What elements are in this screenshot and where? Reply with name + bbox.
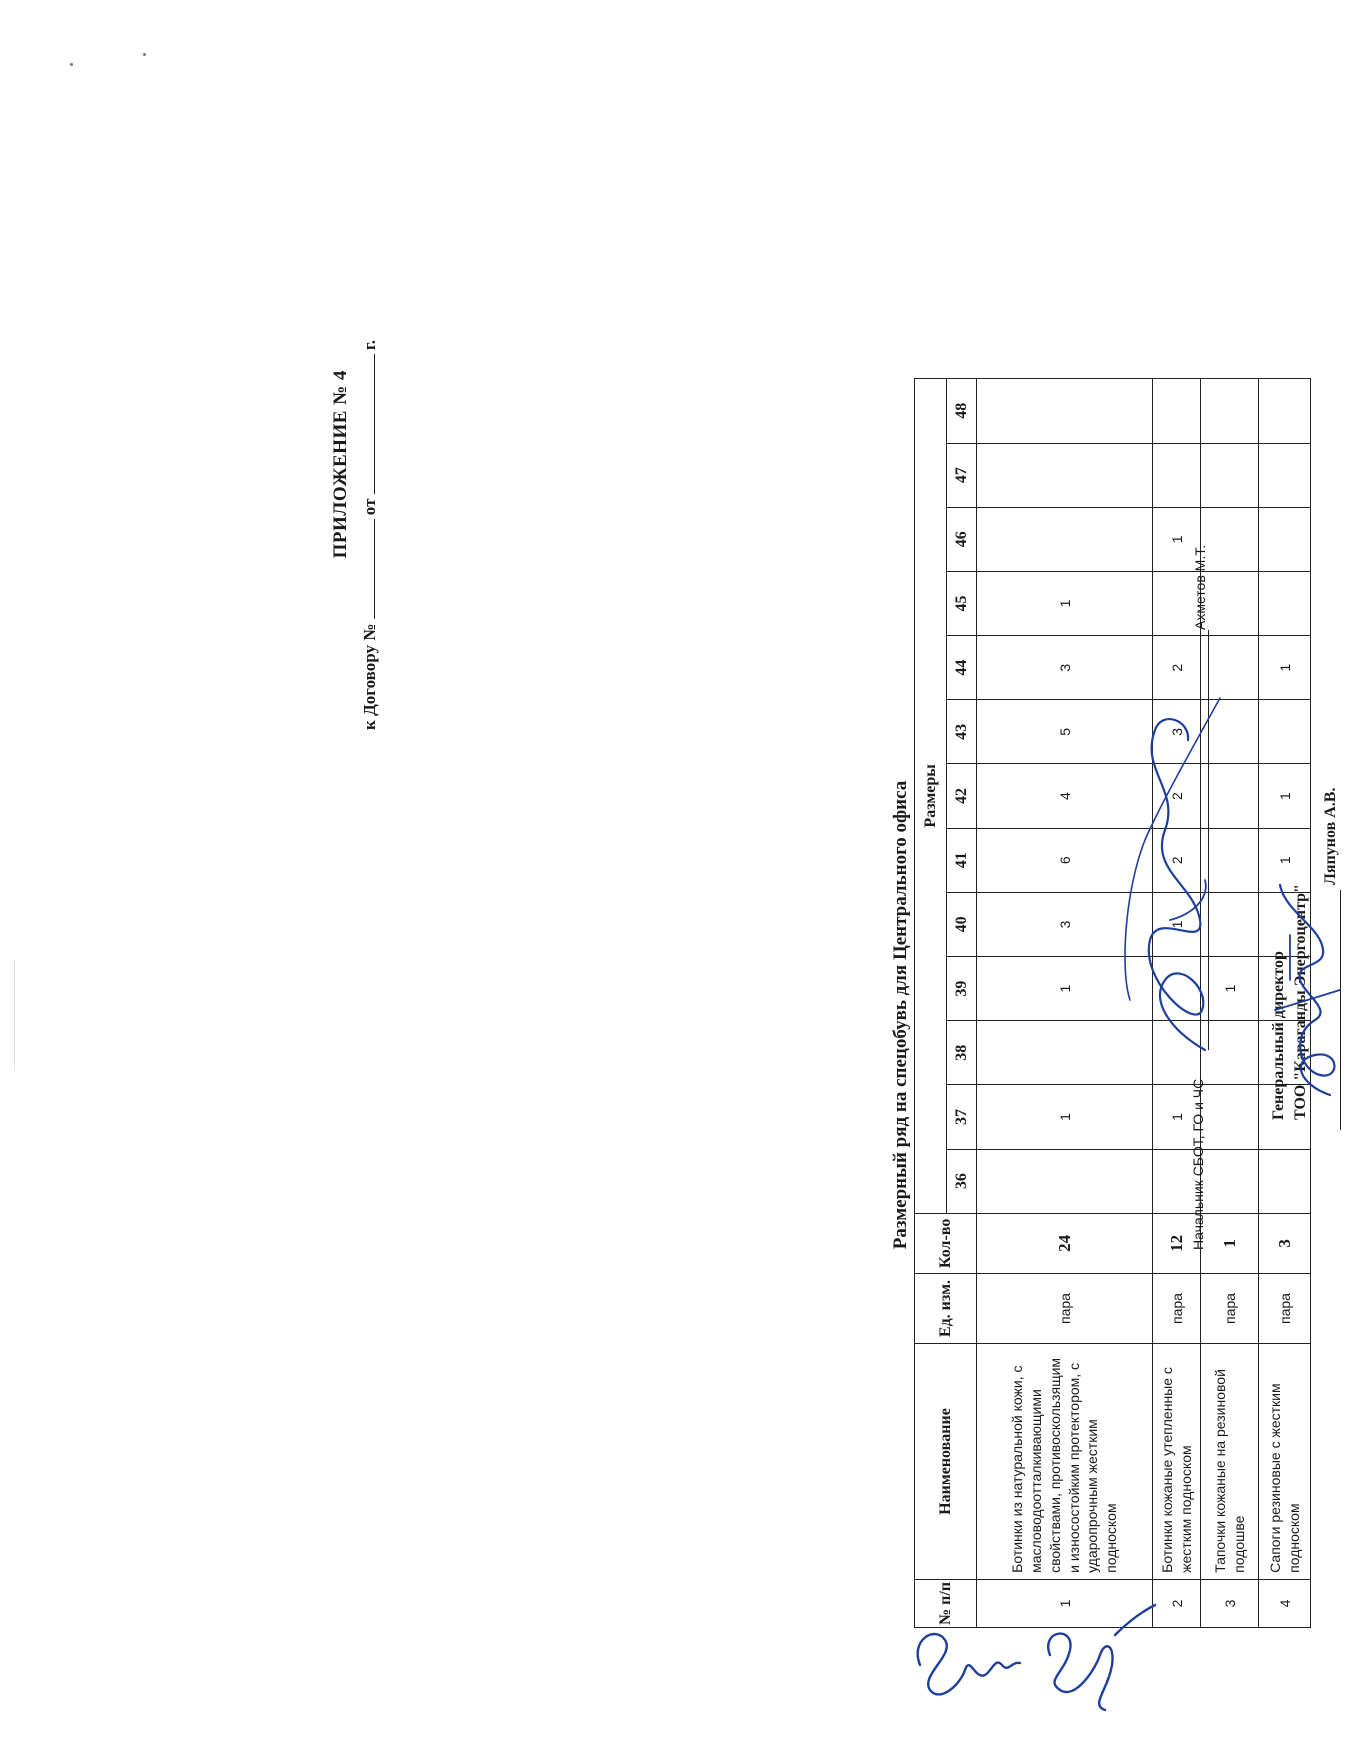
item-name: Ботинки из натуральной кожи, с масловодоотталкивающими свойствами, противоскользящим и износостойким протектором, с ударопрочным жестким подноском	[977, 1344, 1153, 1580]
size-cell: 6	[977, 828, 1153, 892]
director-handwritten-signature-icon	[1260, 870, 1350, 1110]
size-38-header: 38	[947, 1021, 977, 1085]
row-number: 3	[1201, 1579, 1259, 1627]
size-cell	[977, 507, 1153, 571]
size-44-header: 44	[947, 636, 977, 700]
contract-reference	[358, 340, 398, 850]
chief-handwritten-signature-icon	[1110, 690, 1240, 1070]
size-cell	[1259, 507, 1311, 571]
item-unit: пара	[977, 1273, 1153, 1343]
item-quantity: 24	[977, 1213, 1153, 1273]
item-quantity: 3	[1259, 1213, 1311, 1273]
size-cell: 2	[1153, 828, 1201, 892]
size-40-header: 40	[947, 892, 977, 956]
size-cell: 1	[1201, 957, 1259, 1021]
size-cell: 3	[977, 636, 1153, 700]
item-unit: пара	[1153, 1273, 1201, 1343]
contract-prefix: к Договору №	[360, 623, 379, 730]
director-title: Генеральный директор	[1270, 951, 1287, 1120]
size-cell	[1153, 443, 1201, 507]
col-sizes-header: Размеры	[915, 379, 947, 1214]
row-number: 2	[1153, 1579, 1201, 1627]
size-45-header: 45	[947, 571, 977, 635]
item-quantity: 1	[1201, 1213, 1259, 1273]
rotated-content	[330, 310, 1339, 1670]
size-cell: 1	[977, 957, 1153, 1021]
size-cell: 1	[977, 571, 1153, 635]
size-cell	[977, 443, 1153, 507]
item-name: Тапочки кожаные на резиновой подошве	[1201, 1344, 1259, 1580]
size-cell: 3	[977, 892, 1153, 956]
size-cell	[1259, 571, 1311, 635]
scan-mark	[14, 960, 15, 1070]
size-cell: 4	[977, 764, 1153, 828]
row-number: 1	[977, 1579, 1153, 1627]
scan-speck	[70, 63, 73, 66]
appendix-title: ПРИЛОЖЕНИЕ № 4	[330, 370, 351, 559]
size-36-header: 36	[947, 1149, 977, 1213]
contract-from: от	[360, 498, 379, 516]
director-organization: ТОО "Караганды Энергоцентр"	[1292, 884, 1309, 1120]
size-46-header: 46	[947, 507, 977, 571]
size-cell: 1	[1259, 764, 1311, 828]
size-cell: 1	[977, 1085, 1153, 1149]
item-unit: пара	[1259, 1273, 1311, 1343]
document-title: Размерный ряд на спецобувь для Центрального офиса	[890, 780, 911, 1250]
col-qty-header: Кол-во	[915, 1213, 977, 1273]
size-39-header: 39	[947, 957, 977, 1021]
chief-signature-name: Ахметов М.Т.	[1192, 544, 1208, 630]
size-cell: 1	[1153, 507, 1201, 571]
size-48-header: 48	[947, 379, 977, 444]
size-cell: 1	[1259, 828, 1311, 892]
size-cell: 3	[1153, 700, 1201, 764]
contract-date-blank	[358, 354, 375, 494]
item-name: Ботинки кожаные утепленные с жестким подноском	[1153, 1344, 1201, 1580]
size-cell	[977, 1149, 1153, 1213]
contract-number-blank	[358, 519, 375, 619]
size-cell	[1259, 1149, 1311, 1213]
item-quantity: 12	[1153, 1213, 1201, 1273]
handwritten-initials-icon	[900, 1595, 1170, 1715]
table-header-row	[915, 379, 947, 1628]
size-cell: 1	[1153, 1085, 1201, 1149]
size-cell: 5	[977, 700, 1153, 764]
size-cell	[1259, 443, 1311, 507]
size-cell	[1259, 379, 1311, 444]
size-cell	[1259, 700, 1311, 764]
size-cell	[1201, 443, 1259, 507]
col-name-header: Наименование	[915, 1344, 977, 1580]
size-cell	[1201, 379, 1259, 444]
contract-year: г.	[360, 340, 379, 351]
col-unit-header: Ед. изм.	[915, 1273, 977, 1343]
size-37-header: 37	[947, 1085, 977, 1149]
size-cell: 2	[1153, 764, 1201, 828]
size-47-header: 47	[947, 443, 977, 507]
col-num-header: № п/п	[915, 1579, 977, 1627]
size-41-header: 41	[947, 828, 977, 892]
row-number: 4	[1259, 1579, 1311, 1627]
size-cell: 2	[1153, 636, 1201, 700]
director-signature-name: Ляпунов А.В.	[1322, 787, 1339, 885]
item-name: Сапоги резиновые с жестким подноском	[1259, 1344, 1311, 1580]
size-43-header: 43	[947, 700, 977, 764]
item-unit: пара	[1201, 1273, 1259, 1343]
size-42-header: 42	[947, 764, 977, 828]
chief-signature-label: Начальник СБОТ, ГО и ЧС	[1190, 1078, 1206, 1250]
size-cell	[977, 379, 1153, 444]
scan-speck	[143, 53, 146, 56]
size-cell	[1153, 379, 1201, 444]
size-cell: 1	[1259, 636, 1311, 700]
size-cell: 1	[1153, 892, 1201, 956]
